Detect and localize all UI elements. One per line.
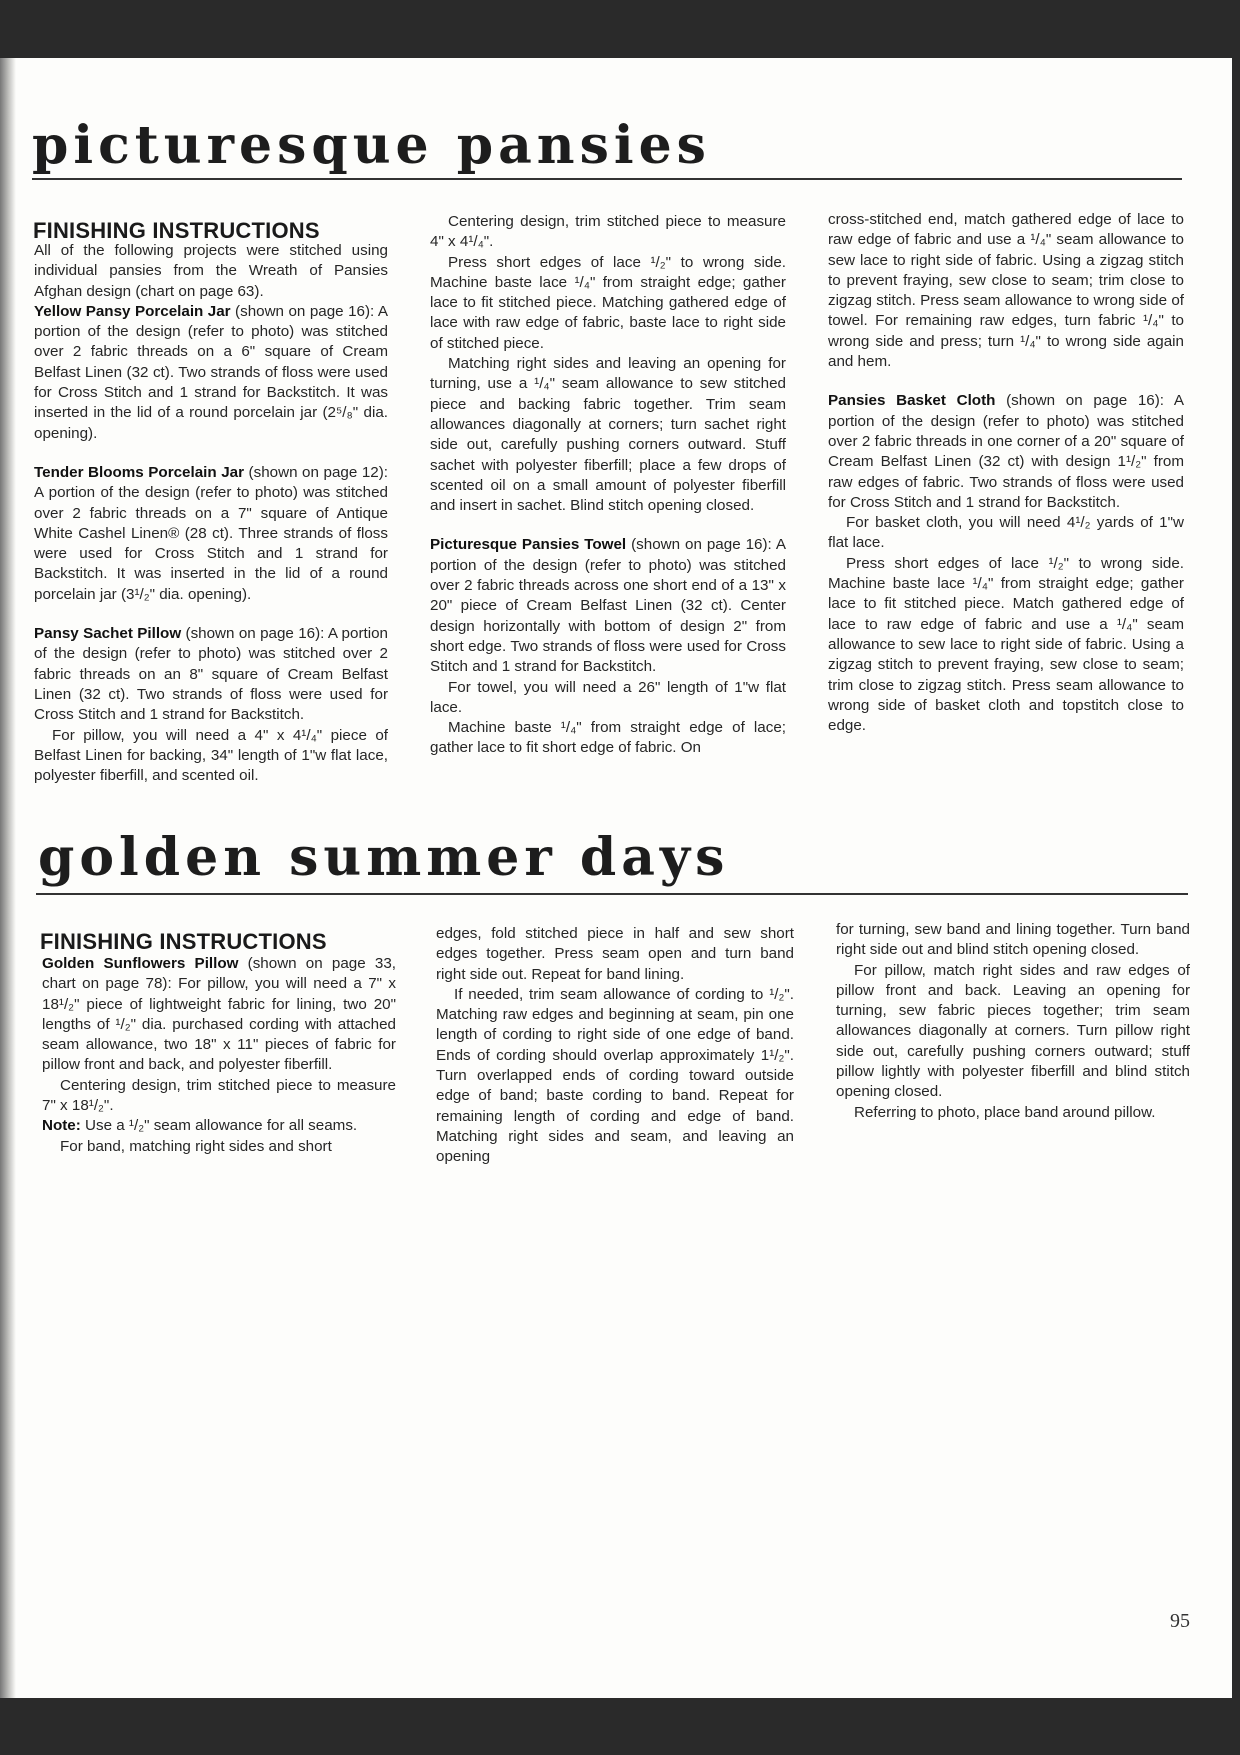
band-finish-paragraph: for turning, sew band and lining together. Turn band right side out and blind stitch opening closed.	[836, 921, 1190, 959]
tender-blooms-jar-title: Tender Blooms Porcelain Jar	[34, 463, 245, 481]
summer-title-rule	[36, 893, 1188, 895]
page-number: 95	[1170, 1610, 1190, 1632]
sunflowers-pillow-paragraph	[42, 954, 396, 1076]
summer-column-2	[436, 924, 794, 1168]
pillow-materials-paragraph: For pillow, you will need a 4" x 4¹/₄" piece of Belfast Linen for backing, 34" length of 1"w flat lace, polyester fiberfill, and scented oil.	[34, 726, 388, 785]
yellow-pansy-jar-text: (shown on page 16): A portion of the design (refer to photo) was stitched over 2 fabric threads on a 6" square of Cream Belfast Linen (32 ct). Two strands of floss were used for Cross Stitch and 1 strand for Backstitch. It was inserted in the lid of a round porcelain jar (2⁵/₈" dia. opening).	[34, 302, 388, 442]
tender-blooms-jar-text: (shown on page 12): A portion of the design (refer to photo) was stitched over 2 fabric threads on a 7" square of Antique White Cashel Linen® (28 ct). Three strands of floss were used for Cross Stitch and 1 strand for Backstitch. It was inserted in the lid of a round porcelain jar (3¹/₂" dia. opening).	[34, 463, 388, 603]
sachet-lace-paragraph: Press short edges of lace ¹/₂" to wrong side. Machine baste lace ¹/₄" from straight edge; gather lace to fit stitched piece. Matching gathered edge of lace with raw edge of fabric, baste lace to right side of stitched piece.	[430, 253, 786, 352]
seam-note-text: Use a ¹/₂" seam allowance for all seams.	[80, 1117, 358, 1135]
towel-lace-paragraph: Machine baste ¹/₄" from straight edge of lace; gather lace to fit short edge of fabric. On	[430, 719, 786, 757]
page-spine-shadow	[0, 58, 16, 1698]
towel-materials-paragraph: For towel, you will need a 26" length of 1"w flat lace.	[430, 678, 786, 716]
pansies-intro: All of the following projects were stitched using individual pansies from the Wreath of Pansies Afghan design (chart on page 63).	[34, 242, 388, 300]
towel-finish-paragraph: cross-stitched end, match gathered edge of lace to raw edge of fabric and use a ¹/₄" seam allowance to sew lace to right side of fabric. Using a zigzag stitch to prevent fraying, sew close to seam; trim close to zigzag stitch. Press seam allowance to wrong side of towel. For remaining raw edges, turn fabric ¹/₄" to wrong side and press; turn ¹/₄" to wrong side again and hem.	[828, 211, 1184, 371]
sunflowers-trim-paragraph: Centering design, trim stitched piece to measure 7" x 18¹/₂".	[42, 1076, 396, 1115]
pansies-towel-title: Picturesque Pansies Towel	[430, 536, 627, 554]
yellow-pansy-jar-title: Yellow Pansy Porcelain Jar	[34, 302, 231, 320]
band-placement-paragraph: Referring to photo, place band around pillow.	[854, 1103, 1156, 1121]
pansy-sachet-pillow-title: Pansy Sachet Pillow	[34, 625, 182, 643]
sunflowers-pillow-text: (shown on page 33, chart on page 78): For pillow, you will need a 7" x 18¹/₂" piece of lightweight fabric for lining, two 20" lengths of ¹/₂" dia. purchased cording with attached seam allowance, two 18" x 11" pieces of fabric for pillow front and back, and polyester fiberfill.	[42, 955, 396, 1074]
summer-title: golden summer days	[38, 827, 730, 888]
summer-column-1	[42, 954, 396, 1157]
pansies-column-1	[34, 241, 388, 786]
pansies-towel-paragraph	[430, 535, 786, 677]
basket-cloth-lace-paragraph: Press short edges of lace ¹/₂" to wrong side. Machine baste lace ¹/₄" from straight edge; gather lace to fit stitched piece. Match gathered edge of lace to raw edge of fabric and use a ¹/₄" seam allowance to sew lace to right side of fabric. Using a zigzag stitch to prevent fraying, sew close to seam; trim close to zigzag stitch. Press seam allowance to wrong side of basket cloth and topstitch close to edge.	[828, 554, 1184, 735]
basket-cloth-materials-paragraph: For basket cloth, you will need 4¹/₂ yards of 1"w flat lace.	[828, 514, 1184, 552]
seam-note-label: Note:	[42, 1117, 81, 1135]
basket-cloth-title: Pansies Basket Cloth	[828, 392, 996, 410]
pansy-sachet-pillow-text: (shown on page 16): A portion of the design (refer to photo) was stitched over 2 fabric threads on an 8" square of Cream Belfast Linen (32 ct). Two strands of floss were used for Cross Stitch and 1 strand for Backstitch.	[34, 625, 388, 724]
tender-blooms-jar-paragraph	[34, 463, 388, 605]
yellow-pansy-jar-paragraph	[34, 302, 388, 444]
pansies-finishing-heading: FINISHING INSTRUCTIONS	[33, 218, 320, 243]
sachet-assembly-paragraph: Matching right sides and leaving an opening for turning, use a ¹/₄" seam allowance to sew stitched piece and backing fabric together. Trim seam allowances diagonally at corners; turn sachet right side out, carefully pushing corners outward. Stuff sachet with polyester fiberfill; place a few drops of scented oil on a small amount of polyester fiberfill and insert in sachet. Blind stitch opening closed.	[430, 355, 786, 515]
cording-paragraph: If needed, trim seam allowance of cording to ¹/₂". Matching raw edges and beginning at seam, pin one length of cording to right side of one edge of band. Ends of cording should overlap approximately 1¹/₂". Turn overlapped ends of cording toward outside edge of band; baste cording to band. Repeat for remaining length of cording and edge of band. Matching right sides and seam, and leaving an opening	[436, 985, 794, 1166]
pansy-sachet-pillow-paragraph	[34, 624, 388, 725]
basket-cloth-text: (shown on page 16): A portion of the design (refer to photo) was stitched over 2 fabric threads in one corner of a 20" square of Cream Belfast Linen (32 ct) with design 1¹/₂" from raw edges of fabric. Two strands of floss were used for Cross Stitch and 1 strand for Backstitch.	[828, 392, 1184, 511]
pansies-title: picturesque pansies	[32, 115, 711, 176]
pansies-towel-text: (shown on page 16): A portion of the design (refer to photo) was stitched over 2 fabric threads across one short end of a 13" x 20" piece of Cream Belfast Linen (32 ct). Center design horizontally with bottom of design 2" from short edge. Two strands of floss were used for Cross Stitch and 1 strand for Backstitch.	[430, 536, 786, 676]
pansies-column-3	[828, 210, 1184, 736]
basket-cloth-paragraph	[828, 391, 1184, 513]
summer-column-3	[836, 920, 1190, 1123]
band-start-paragraph: For band, matching right sides and short	[60, 1137, 332, 1155]
seam-note-paragraph	[42, 1116, 396, 1136]
sunflowers-pillow-title: Golden Sunflowers Pillow	[42, 955, 239, 972]
sachet-trim-paragraph: Centering design, trim stitched piece to measure 4" x 4¹/₄".	[430, 213, 786, 251]
pillow-assembly-paragraph: For pillow, match right sides and raw edges of pillow front and back. Leaving an opening for turning, sew fabric pieces together; trim seam allowances diagonally at corners. Turn pillow right side out, carefully pushing corners outward; stuff pillow lightly with polyester fiberfill and blind stitch opening closed.	[836, 961, 1190, 1101]
summer-finishing-heading: FINISHING INSTRUCTIONS	[40, 929, 327, 954]
pansies-column-2	[430, 212, 786, 759]
band-lining-paragraph: edges, fold stitched piece in half and sew short edges together. Press seam open and turn band right side out. Repeat for band lining.	[436, 925, 794, 983]
pansies-title-rule	[32, 178, 1182, 180]
